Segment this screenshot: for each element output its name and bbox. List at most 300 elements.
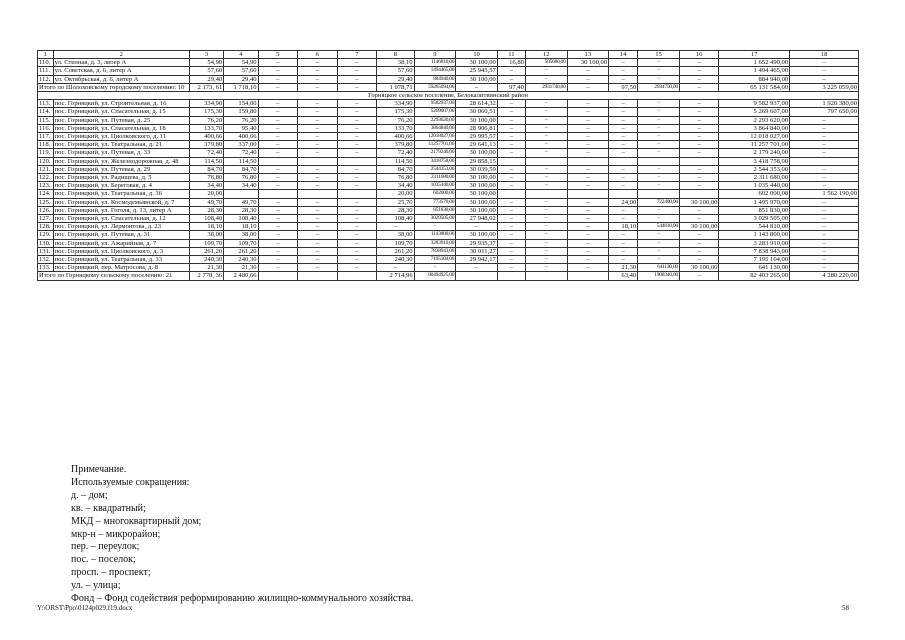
table-cell: – [337, 256, 377, 264]
table-cell: – [567, 83, 609, 91]
table-cell: 851830,00 [414, 206, 456, 214]
table-cell: 30 100,00 [456, 198, 498, 206]
table-cell: – [298, 239, 338, 247]
table-cell: 72,40 [189, 149, 223, 157]
table-cell: – [567, 100, 609, 108]
table-cell: – [638, 165, 680, 173]
table-cell: – [525, 223, 567, 231]
table-row [38, 190, 859, 198]
table-cell: – [609, 59, 638, 67]
table-cell: – [298, 100, 338, 108]
table-cell: – [567, 247, 609, 255]
table-cell: – [567, 165, 609, 173]
table-row [38, 247, 859, 255]
row-number: 125. [38, 198, 54, 206]
table-body [38, 51, 859, 281]
table-cell: 38,00 [377, 231, 414, 239]
table-cell: 30 100,00 [456, 59, 498, 67]
table-cell: 544810,00 [638, 223, 680, 231]
table-cell: – [525, 133, 567, 141]
table-cell: 29 935,37 [456, 239, 498, 247]
table-cell: 34,40 [189, 182, 223, 190]
table-row [38, 215, 859, 223]
table-cell: – [258, 108, 298, 116]
notes-line: ул. – улица; [71, 580, 121, 592]
table-cell: – [258, 83, 298, 91]
table-cell: – [497, 174, 525, 182]
table-cell: – [790, 149, 859, 157]
table-cell: – [258, 223, 298, 231]
table-cell [567, 157, 609, 165]
table-cell: – [258, 182, 298, 190]
table-cell: 76,20 [189, 116, 223, 124]
total-row [38, 83, 859, 91]
column-number: 15 [638, 51, 680, 59]
table-cell: – [337, 239, 377, 247]
table-cell: – [337, 174, 377, 182]
table-cell: – [258, 133, 298, 141]
table-cell [497, 272, 525, 280]
table-cell: – [525, 182, 567, 190]
address-cell: ул. Советская, д. 6, литер А [53, 67, 189, 75]
table-cell: – [609, 67, 638, 75]
table-cell: 18,10 [224, 223, 258, 231]
table-cell: 28 614,32 [456, 100, 498, 108]
column-number: 7 [337, 51, 377, 59]
address-cell: пос. Горняцкий, ул. Строительная, д. 16 [53, 100, 189, 108]
table-cell: – [679, 206, 719, 214]
table-cell: 57,60 [224, 67, 258, 75]
table-cell: – [298, 174, 338, 182]
table-cell: – [567, 116, 609, 124]
table-cell: – [609, 239, 638, 247]
table-cell: 7838943,00 [414, 247, 456, 255]
table-cell: – [790, 182, 859, 190]
table-cell: – [337, 141, 377, 149]
table-cell: 1 562 190,00 [790, 190, 859, 198]
table-cell: – [497, 182, 525, 190]
table-cell: – [525, 239, 567, 247]
table-cell: – [298, 223, 338, 231]
table-cell: – [298, 264, 338, 272]
table-cell: 884 940,00 [719, 75, 790, 83]
table-cell: – [298, 67, 338, 75]
table-cell: – [567, 198, 609, 206]
table-cell: – [298, 116, 338, 124]
table-cell: – [258, 198, 298, 206]
notes-title: Примечание. [71, 464, 127, 475]
total-label: Итого по Шолоховскому городскому поселению: 10 [38, 83, 190, 91]
table-cell: – [790, 223, 859, 231]
table-cell: – [497, 206, 525, 214]
table-cell: 2 179 240,00 [719, 149, 790, 157]
table-cell: 20,00 [189, 190, 223, 198]
table-cell: – [790, 174, 859, 182]
table-cell: 29 942,17 [456, 256, 498, 264]
table-cell: 108,40 [189, 215, 223, 223]
table-cell: – [609, 141, 638, 149]
table-cell: 84,70 [224, 165, 258, 173]
table-cell: – [497, 149, 525, 157]
table-cell: – [258, 174, 298, 182]
table-cell: – [337, 133, 377, 141]
table-row [38, 223, 859, 231]
table-cell: – [567, 133, 609, 141]
table-cell: 30 100,00 [456, 174, 498, 182]
table-cell: 2 714,96 [377, 272, 414, 280]
table-cell: – [609, 247, 638, 255]
table-row [38, 264, 859, 272]
notes-block [71, 464, 771, 606]
table-cell: – [790, 116, 859, 124]
table-cell: – [525, 174, 567, 182]
table-cell: – [609, 100, 638, 108]
table-cell: 7 838 943,00 [719, 247, 790, 255]
column-number: 2 [53, 51, 189, 59]
column-number: 10 [456, 51, 498, 59]
notes-line: д. – дом; [71, 489, 108, 501]
table-cell: – [609, 182, 638, 190]
address-cell: пос. Горняцкий, ул. Космодемьянской, д. 7 [53, 198, 189, 206]
table-cell: 30 100,00 [456, 75, 498, 83]
table-cell: – [497, 75, 525, 83]
table-cell: 21,30 [189, 264, 223, 272]
table-cell: 30 011,27 [456, 247, 498, 255]
row-number: 127. [38, 215, 54, 223]
table-cell: – [497, 231, 525, 239]
table-cell: 3 029 505,00 [719, 215, 790, 223]
table-cell [298, 272, 338, 280]
table-cell: – [790, 198, 859, 206]
table-cell [258, 157, 298, 165]
table-cell: 1 652 490,00 [719, 59, 790, 67]
column-number: 5 [258, 51, 298, 59]
table-cell: 1143800,00 [414, 231, 456, 239]
table-cell: 3 864 840,00 [719, 124, 790, 132]
table-cell: 1 143 800,00 [719, 231, 790, 239]
notes-line: кв. – квадратный; [71, 502, 146, 514]
table-cell: 2934750,00 [638, 83, 680, 91]
table-cell: – [337, 231, 377, 239]
table-cell: 379,80 [189, 141, 223, 149]
table-cell [525, 190, 567, 198]
table-cell: 16,80 [497, 59, 525, 67]
table-cell: 240,30 [224, 256, 258, 264]
address-cell: пос. Горняцкий, ул. Береговая, д. 4 [53, 182, 189, 190]
notes-line: Используемые сокращения: [71, 476, 190, 488]
table-cell: – [679, 182, 719, 190]
table-cell: – [790, 67, 859, 75]
table-cell: – [456, 223, 498, 231]
table-cell: – [258, 100, 298, 108]
table-cell: 49,70 [224, 198, 258, 206]
table-cell: – [609, 149, 638, 157]
notes-lines [71, 477, 771, 606]
table-cell: 21,30 [224, 264, 258, 272]
table-cell: – [679, 59, 719, 67]
table-cell: – [567, 174, 609, 182]
table-cell: – [790, 165, 859, 173]
table-cell: – [525, 247, 567, 255]
table-cell: – [298, 75, 338, 83]
table-cell: 76,80 [377, 174, 414, 182]
row-number: 131. [38, 247, 54, 255]
table-cell: – [638, 231, 680, 239]
table-cell: 1 495 970,00 [719, 198, 790, 206]
table-cell: 29,40 [377, 75, 414, 83]
table-cell: – [679, 215, 719, 223]
table-cell: 84,70 [377, 165, 414, 173]
footer-file-path: Y:\ORST\Ppo\0124p029.f19.docx [37, 604, 133, 612]
address-cell: пос. Горняцкий, ул. Железнодорожная, д. 48 [53, 157, 189, 165]
address-cell: пос. Горняцкий, ул. Спасательная, д. 12 [53, 215, 189, 223]
table-cell: 30 100,00 [456, 116, 498, 124]
row-number: 112. [38, 75, 54, 83]
table-cell: – [679, 83, 719, 91]
table-cell: – [790, 124, 859, 132]
table-cell: – [525, 124, 567, 132]
table-cell: 2 293 620,00 [719, 116, 790, 124]
table-cell: 76,80 [189, 174, 223, 182]
table-cell: – [790, 206, 859, 214]
table-cell: 30 100,00 [456, 182, 498, 190]
table-cell: – [337, 59, 377, 67]
table-cell: – [679, 75, 719, 83]
table-cell: 25 945,57 [456, 67, 498, 75]
table-cell: – [638, 206, 680, 214]
table-cell: 3418758,00 [414, 157, 456, 165]
table-cell: – [456, 264, 498, 272]
address-cell: пос. Горняцкий, ул. Лермонтова, д. 23 [53, 223, 189, 231]
row-number: 128. [38, 223, 54, 231]
housing-table [37, 50, 859, 281]
table-cell: – [337, 149, 377, 157]
table-cell: – [638, 59, 680, 67]
table-cell: 3 418 758,00 [719, 157, 790, 165]
table-cell: 1 718,10 [224, 83, 258, 91]
table-cell: 3864840,00 [414, 124, 456, 132]
table-cell: 1908340,00 [638, 272, 680, 280]
table-cell: – [337, 108, 377, 116]
table-cell: – [497, 100, 525, 108]
table-cell: – [567, 239, 609, 247]
table-cell: 3029505,00 [414, 215, 456, 223]
table-cell: – [679, 256, 719, 264]
table-cell: – [609, 116, 638, 124]
row-number: 115. [38, 116, 54, 124]
address-cell: ул. Октябрьская, д. 6, литер А [53, 75, 189, 83]
table-row [38, 75, 859, 83]
table-cell: – [337, 247, 377, 255]
table-cell: – [414, 223, 456, 231]
table-cell: 109,70 [224, 239, 258, 247]
table-cell: 109,70 [189, 239, 223, 247]
notes-line: МКД – многоквартирный дом; [71, 515, 202, 527]
table-cell: 63,40 [609, 272, 638, 280]
section-title: Горняцкое сельское поселение, Белокалитвинский район [38, 92, 859, 100]
row-number: 114. [38, 108, 54, 116]
table-cell: 80494925,00 [414, 272, 456, 280]
table-cell: – [337, 206, 377, 214]
table-cell: 114,50 [377, 157, 414, 165]
table-cell: – [258, 59, 298, 67]
table-row [38, 141, 859, 149]
table-cell: – [497, 141, 525, 149]
table-cell: – [790, 231, 859, 239]
table-cell: 1146810,00 [414, 59, 456, 67]
table-cell: 400,66 [224, 133, 258, 141]
table-cell: 21,30 [609, 264, 638, 272]
table-cell: 261,20 [377, 247, 414, 255]
table-cell: – [337, 83, 377, 91]
table-cell: 2931740,00 [525, 83, 567, 91]
table-cell: 18,10 [189, 223, 223, 231]
table-cell: 9582937,00 [414, 100, 456, 108]
table-cell: – [337, 67, 377, 75]
table-cell: – [525, 215, 567, 223]
table-cell: 7 195 104,00 [719, 256, 790, 264]
column-number: 16 [679, 51, 719, 59]
table-cell: – [497, 247, 525, 255]
table-cell: – [337, 264, 377, 272]
table-cell: 84,70 [189, 165, 223, 173]
table-cell: 544 810,00 [719, 223, 790, 231]
row-number: 123. [38, 182, 54, 190]
table-cell: – [258, 75, 298, 83]
table-cell: – [679, 133, 719, 141]
table-cell: – [298, 231, 338, 239]
table-cell: – [679, 239, 719, 247]
table-cell: – [567, 141, 609, 149]
table-cell: – [298, 247, 338, 255]
table-cell: – [497, 239, 525, 247]
table-cell: – [638, 116, 680, 124]
table-cell: 24,00 [609, 198, 638, 206]
table-cell [609, 157, 638, 165]
table-cell: 1 494 465,00 [719, 67, 790, 75]
table-cell: 5269607,00 [414, 108, 456, 116]
table-cell: 18,10 [609, 223, 638, 231]
table-cell: – [258, 247, 298, 255]
table-cell [567, 272, 609, 280]
table-row [38, 198, 859, 206]
table-cell: – [258, 239, 298, 247]
table-cell: 30 100,00 [456, 190, 498, 198]
table-cell: – [679, 141, 719, 149]
table-cell: 34,40 [377, 182, 414, 190]
table-cell: 97,50 [609, 83, 638, 91]
table-cell: – [525, 165, 567, 173]
address-cell: пос. Горняцкий, ул. Путевая, д. 31 [53, 231, 189, 239]
row-number: 110. [38, 59, 54, 67]
table-row [38, 67, 859, 75]
table-cell: 49,70 [189, 198, 223, 206]
column-number: 3 [189, 51, 223, 59]
address-cell: пос. Горняцкий, ул. Циолковского, д. 3 [53, 247, 189, 255]
table-cell: – [679, 124, 719, 132]
table-cell: 38,00 [224, 231, 258, 239]
table-cell: – [679, 247, 719, 255]
table-cell: 2544353,00 [414, 165, 456, 173]
table-cell: – [790, 256, 859, 264]
table-cell [298, 190, 338, 198]
table-cell: – [298, 59, 338, 67]
address-cell: пос. Горняцкий, ул. Театральная, д. 36 [53, 190, 189, 198]
table-cell: – [609, 206, 638, 214]
table-cell: – [790, 239, 859, 247]
row-number: 118. [38, 141, 54, 149]
table-cell: 57,60 [189, 67, 223, 75]
table-cell: – [638, 67, 680, 75]
table-cell: 602 000,00 [719, 190, 790, 198]
table-cell: 27 948,02 [456, 215, 498, 223]
table-cell: – [298, 83, 338, 91]
address-cell: пос. Горняцкий, ул. Радищева, д. 5 [53, 174, 189, 182]
table-cell: – [567, 149, 609, 157]
notes-line: пер. – переулок; [71, 541, 140, 553]
table-cell: – [638, 247, 680, 255]
column-number: 17 [719, 51, 790, 59]
table-cell: – [790, 215, 859, 223]
table-cell [525, 157, 567, 165]
table-cell: – [525, 116, 567, 124]
column-number: 18 [790, 51, 859, 59]
row-number: 113. [38, 100, 54, 108]
table-cell: 54,90 [189, 59, 223, 67]
table-cell: – [638, 182, 680, 190]
table-cell: – [790, 133, 859, 141]
table-row [38, 149, 859, 157]
table-cell: – [497, 223, 525, 231]
table-cell: – [497, 133, 525, 141]
table-cell: – [567, 223, 609, 231]
row-number: 122. [38, 174, 54, 182]
table-cell: 240,30 [377, 256, 414, 264]
table-cell: – [258, 116, 298, 124]
table-row [38, 182, 859, 190]
table-cell: – [609, 231, 638, 239]
table-cell [337, 190, 377, 198]
table-cell: 2 311 680,00 [719, 174, 790, 182]
table-cell [679, 190, 719, 198]
table-cell: 240,30 [189, 256, 223, 264]
address-cell: пос. Горняцкий, ул. Спасательная, д. 15 [53, 108, 189, 116]
address-cell: пос. Горняцкий, ул. Театральная, д. 33 [53, 256, 189, 264]
table-cell [567, 190, 609, 198]
table-cell: 1 035 440,00 [719, 182, 790, 190]
table-cell [609, 190, 638, 198]
table-cell: – [525, 67, 567, 75]
table-cell: – [298, 215, 338, 223]
table-cell: – [337, 165, 377, 173]
table-cell: – [525, 141, 567, 149]
table-cell: – [337, 182, 377, 190]
table-cell: 722400,00 [638, 198, 680, 206]
table-cell: 76,20 [224, 116, 258, 124]
column-number: 4 [224, 51, 258, 59]
table-cell: – [258, 256, 298, 264]
table-cell: 3283910,00 [414, 239, 456, 247]
table-cell: – [638, 108, 680, 116]
table-cell: 109,70 [377, 239, 414, 247]
table-cell: 29,40 [189, 75, 223, 83]
table-cell: 3 225 059,00 [790, 83, 859, 91]
table-cell: – [525, 198, 567, 206]
table-cell: 30 100,00 [679, 264, 719, 272]
table-cell: 400,66 [377, 133, 414, 141]
table-row [38, 157, 859, 165]
table-row [38, 256, 859, 264]
